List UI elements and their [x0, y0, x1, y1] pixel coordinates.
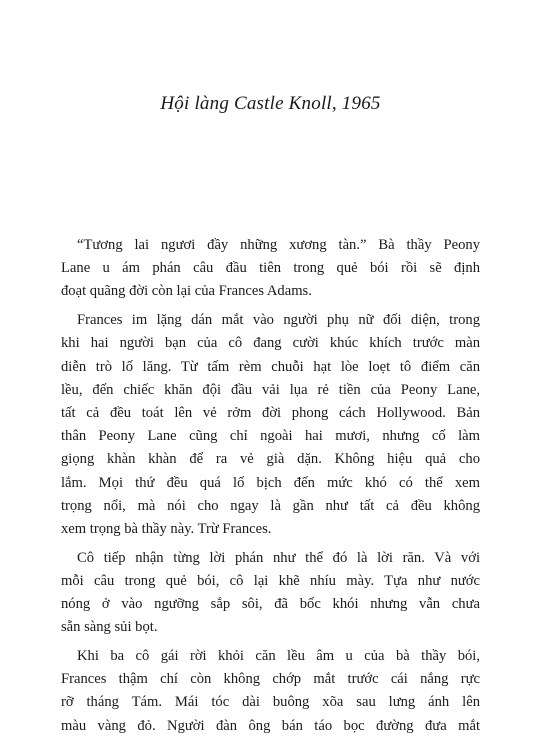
paragraph-4: [61, 645, 480, 738]
text-line: Khi ba cô gái rời khỏi căn lều âm u của bà thầy bói,: [77, 647, 480, 664]
text-line: Frances thậm chí còn không chớp mắt trước cái nắng rực: [61, 671, 480, 688]
text-line: mỗi câu trong quẻ bói, cô lại khẽ nhíu mày. Tựa như nước: [61, 572, 480, 589]
text-line: giọng khàn khàn để ra vẻ già dặn. Không hiệu quả cho: [61, 451, 480, 468]
text-line: xem trọng bà thầy này. Trừ Frances.: [61, 520, 272, 537]
paragraph-3: [61, 547, 480, 640]
text-line: lều, đến chiếc khăn đội đầu vải lụa rẻ tiền của Peony Lane,: [61, 381, 480, 398]
text-line: diễn trò lố lăng. Từ tấm rèm chuỗi hạt lòe loẹt tô điểm căn: [61, 358, 480, 375]
text-line: khi hai người bạn của cô đang cười khúc khích trước màn: [61, 335, 480, 352]
text-line: thân Peony Lane cũng chỉ ngoài hai mươi, nhưng cố làm: [61, 428, 480, 445]
text-line: Cô tiếp nhận từng lời phán như thể đó là lời răn. Và với: [77, 549, 480, 566]
paragraph-2: [61, 309, 480, 541]
body-text: [61, 234, 480, 743]
text-line: đoạt quãng đời còn lại của Frances Adams.: [61, 283, 312, 300]
text-line: tất cả đều toát lên vẻ rởm đời phong cách Hollywood. Bản: [61, 404, 480, 421]
text-line: màu vàng đỏ. Người đàn ông bán táo bọc đường đưa mắt: [61, 717, 480, 734]
chapter-title: Hội làng Castle Knoll, 1965: [160, 93, 381, 114]
text-line: “Tương lai ngươi đầy những xương tàn.” Bà thầy Peony: [77, 237, 480, 253]
text-line: sẵn sàng sủi bọt.: [61, 619, 158, 636]
text-line: lắm. Mọi thứ đều quá lố bịch đến mức khó có thể xem: [61, 474, 480, 491]
text-line: Lane u ám phán câu đầu tiên trong quẻ bói rồi sẽ định: [61, 260, 480, 277]
text-line: nóng ở vào ngưỡng sắp sôi, đã bốc khói nhưng vẫn chưa: [61, 596, 480, 613]
text-line: Frances im lặng dán mắt vào người phụ nữ đối diện, trong: [77, 312, 480, 329]
text-line: trọng nổi, mà nói cho ngay là gần như tất cả đều không: [61, 497, 480, 514]
text-line: rỡ tháng Tám. Mái tóc dài buông xõa sau lưng ánh lên: [61, 694, 480, 711]
paragraph-1: [61, 234, 480, 304]
